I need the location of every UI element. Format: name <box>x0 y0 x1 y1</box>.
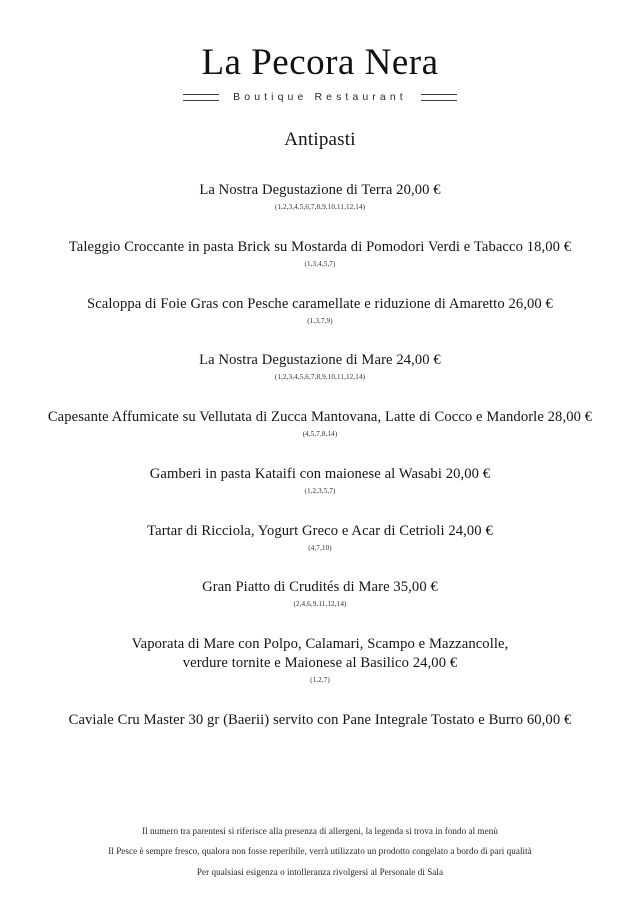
decorative-rule-right <box>421 94 457 101</box>
menu-item <box>24 635 616 686</box>
masthead <box>24 0 616 103</box>
menu-item-list <box>24 181 616 821</box>
menu-item-allergens: (1,2,3,4,5,6,7,8,9,10,11,12,14) <box>274 202 366 211</box>
menu-item <box>24 578 616 610</box>
menu-item-name: Vaporata di Mare con Polpo, Calamari, Scampo e Mazzancolle, verdure tornite e Maionese al Basilico 24,00 € <box>131 636 509 672</box>
footer-line: Il Pesce è sempre fresco, qualora non fosse reperibile, verrà utilizzato un prodotto congelato a bordo di pari qualità <box>108 846 532 857</box>
menu-item-name: Gamberi in pasta Kataifi con maionese al Wasabi 20,00 € <box>149 465 491 482</box>
menu-item <box>24 295 616 327</box>
footer-line: Per qualsiasi esigenza o intolleranza rivolgersi al Personale di Sala <box>196 866 444 877</box>
menu-item-name: Scaloppa di Foie Gras con Pesche caramellate e riduzione di Amaretto 26,00 € <box>87 295 553 312</box>
menu-item-allergens: (4,5,7,8,14) <box>302 430 338 439</box>
menu-item <box>24 408 616 440</box>
menu-item <box>24 465 616 497</box>
menu-item <box>24 181 616 213</box>
decorative-rule-left <box>183 94 219 101</box>
menu-item-name: La Nostra Degustazione di Terra 20,00 € <box>199 182 441 198</box>
tagline-row <box>24 91 616 103</box>
menu-item-allergens: (1,3,7,9) <box>307 316 333 325</box>
menu-item-name: Gran Piatto di Crudités di Mare 35,00 € <box>202 579 438 596</box>
menu-item <box>24 238 616 270</box>
menu-item <box>24 351 616 383</box>
menu-item-allergens: (4,7,10) <box>308 543 332 552</box>
menu-item-allergens: (1,2,7) <box>310 676 330 685</box>
menu-item-name: Tartar di Ricciola, Yogurt Greco e Acar di Cetrioli 24,00 € <box>147 522 493 539</box>
section-title: Antipasti <box>284 129 356 150</box>
menu-item <box>24 522 616 554</box>
menu-item-name: La Nostra Degustazione di Mare 24,00 € <box>199 352 441 369</box>
menu-item-allergens: (1,2,3,5,7) <box>304 486 336 495</box>
menu-item-name: Capesante Affumicate su Vellutata di Zucca Mantovana, Latte di Cocco e Mandorle 28,00 € <box>47 409 593 426</box>
menu-item-allergens: (2,4,6,9,11,12,14) <box>293 600 347 609</box>
menu-item-name: Caviale Cru Master 30 gr (Baerii) servito con Pane Integrale Tostato e Burro 60,00 € <box>68 711 572 728</box>
menu-item-name: Taleggio Croccante in pasta Brick su Mostarda di Pomodori Verdi e Tabacco 18,00 € <box>68 238 572 255</box>
menu-item-allergens: (1,3,4,5,7) <box>304 259 336 268</box>
restaurant-name: La Pecora Nera <box>201 42 439 83</box>
footer-line: Il numero tra parentesi si riferisce alla presenza di allergeni, la legenda si trova in fondo al menù <box>142 825 498 836</box>
restaurant-tagline: Boutique Restaurant <box>233 91 407 103</box>
footer-notes <box>24 821 616 906</box>
menu-item <box>24 711 616 730</box>
menu-item-allergens: (1,2,3,4,5,6,7,8,9,10,11,12,14) <box>274 373 366 382</box>
